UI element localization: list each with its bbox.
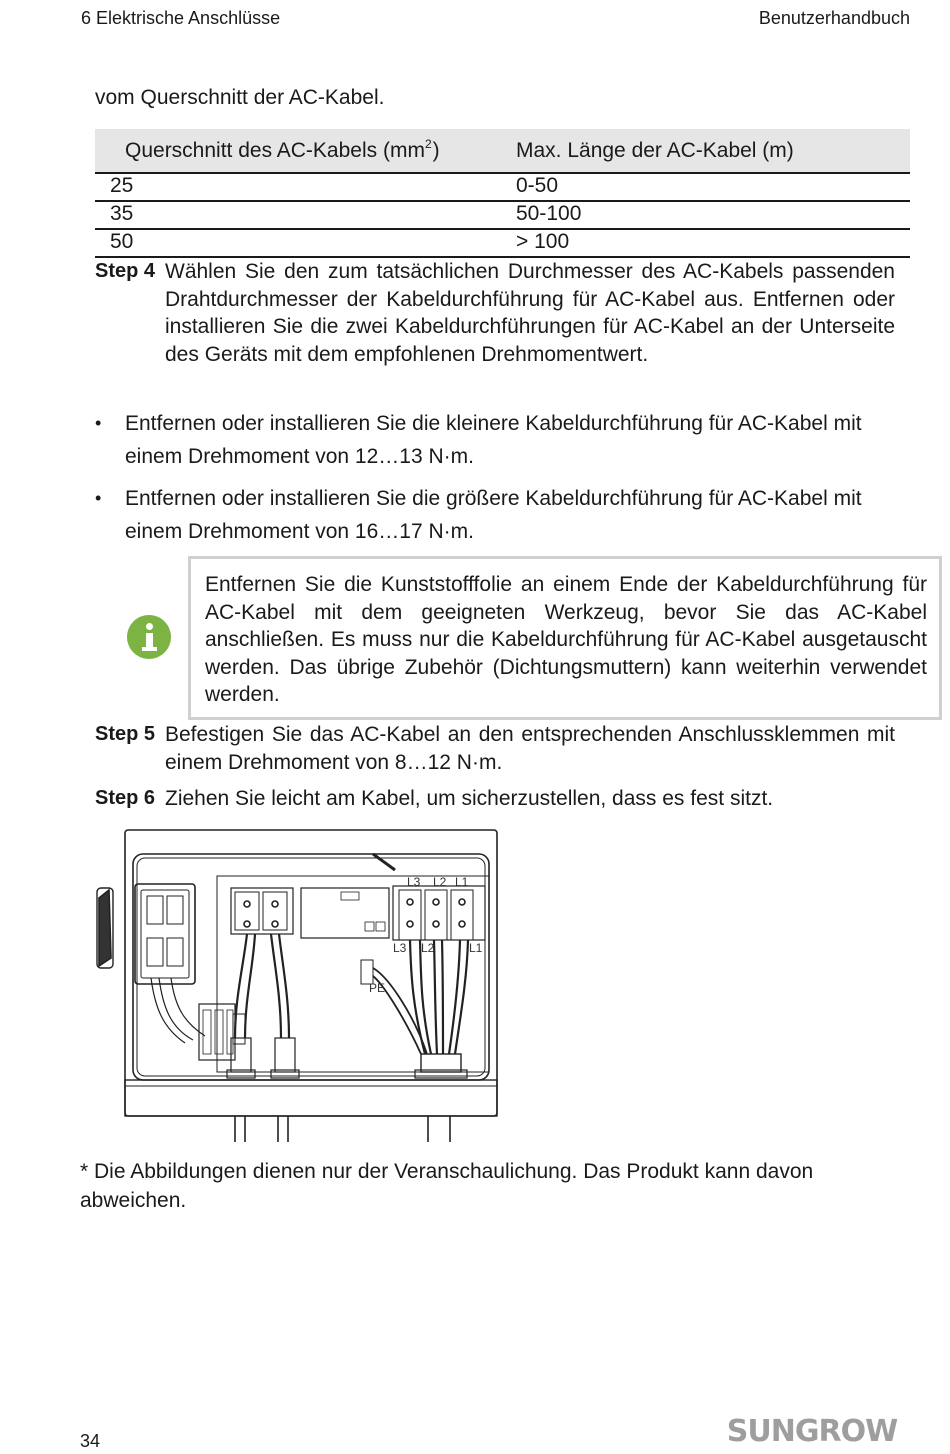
running-header-chapter: 6 Elektrische Anschlüsse (81, 8, 281, 28)
table-cell-max-length: 50-100 (516, 202, 582, 225)
table-header-cross-section: Querschnitt des AC-Kabels $(mm^2)$ (125, 136, 440, 162)
bullet-text: Entfernen oder installieren Sie die kleinere Kabeldurchführung für AC-Kabel mit einem Drehmoment von 12…13 N·m. (125, 412, 862, 468)
table-cell-cross-section: 25 (110, 174, 134, 197)
step-4 (95, 258, 895, 368)
figure-label-l1-top: L1 (455, 875, 469, 889)
bullet-text: Entfernen oder installieren Sie die größere Kabeldurchführung für AC-Kabel mit einem Drehmoment von 16…17 N·m. (125, 487, 862, 543)
table-row (95, 174, 910, 202)
table-row (95, 202, 910, 230)
step-label: Step 4 (95, 260, 156, 282)
step-label: Step 5 (95, 723, 156, 745)
cable-length-table (95, 129, 910, 258)
table-row (95, 230, 910, 258)
figure-label-l3-bottom: L3 (393, 941, 407, 955)
running-header-document: Benutzerhandbuch (758, 8, 910, 28)
figure-label-l2-bottom: L2 (421, 941, 435, 955)
step-text: Wählen Sie den zum tatsächlichen Durchmesser des AC-Kabels passenden Drahtdurchmesser der Kabeldurchführung für AC-Kabel aus. Entfernen oder installieren Sie die zwei Kabeldurchführungen für AC-Kabel an der Unterseite des Geräts mit dem empfohlenen Drehmomentwert. (165, 260, 895, 366)
bullet-item (95, 407, 875, 473)
bullet-dot: • (95, 488, 102, 508)
step-label: Step 6 (95, 787, 156, 809)
sungrow-logo (714, 1410, 910, 1448)
figure-label-l3-top: L3 (407, 875, 421, 889)
note-text: Entfernen Sie die Kunststofffolie an einem Ende der Kabeldurchführung für AC-Kabel mit dem geeigneten Werkzeug, bevor Sie das AC-Kabel anschließen. Es muss nur die Kabeldurchführung für AC-Kabel ausgetauscht werden. Das übrige Zubehör (Dichtungsmuttern) kann weiterhin verwendet werden. (205, 573, 927, 706)
table-cell-cross-section: 50 (110, 230, 134, 253)
page-number: 34 (80, 1431, 101, 1451)
svg-text:SUNGROW: SUNGROW (726, 1414, 898, 1448)
table-cell-max-length: > 100 (516, 230, 570, 253)
figure-label-l2-top: L2 (433, 875, 447, 889)
table-header-max-length: Max. Länge der AC-Kabel (m) (516, 138, 794, 162)
note-box (188, 556, 942, 720)
figure-label-l1-bottom: L1 (469, 941, 483, 955)
intro-text: vom Querschnitt der AC-Kabel. (95, 86, 385, 109)
step-text: Befestigen Sie das AC-Kabel an den entsprechenden Anschlussklemmen mit einem Drehmoment von 8…12 N·m. (165, 723, 895, 774)
table-cell-cross-section: 35 (110, 202, 134, 225)
step-5 (95, 721, 895, 776)
bullet-dot: • (95, 413, 102, 433)
table-cell-max-length: 0-50 (516, 174, 559, 197)
step-text: Ziehen Sie leicht am Kabel, um sicherzustellen, dass es fest sitzt. (165, 787, 774, 810)
figure-label-pe: PE (369, 981, 386, 995)
info-icon (127, 615, 171, 659)
step-6 (95, 785, 895, 813)
wiring-diagram (95, 828, 505, 1144)
table-header-row (95, 129, 910, 174)
bullet-item (95, 482, 875, 548)
figure-disclaimer: * Die Abbildungen dienen nur der Veranschaulichung. Das Produkt kann davon abweichen. (80, 1160, 814, 1212)
